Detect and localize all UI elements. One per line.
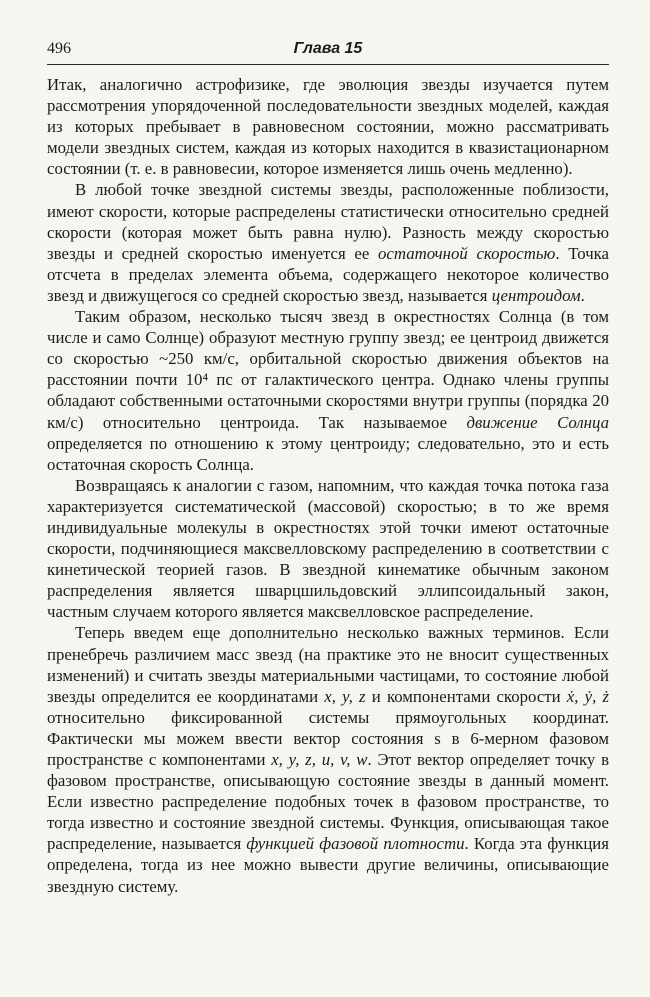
- term-solar-motion: движение Солнца: [466, 412, 609, 432]
- paragraph: Итак, аналогично астрофизике, где эволюция звезды изучается путем рассмотрения упорядоченной последовательности звездных моделей, каждая из которых пребывает в равновесном состоянии, можно рассматривать модели звездных систем, каждая из которых находится в квазистационарном состоянии (т. е. в равновесии, которое изменяется лишь очень медленно).: [47, 75, 609, 179]
- velocity-components: ẋ, ẏ, ż: [566, 686, 609, 706]
- coordinates-xyz: x, y, z: [324, 686, 366, 706]
- page-number: 496: [47, 40, 71, 57]
- body-text: [47, 74, 609, 897]
- term-residual-velocity: остаточной скоростью: [378, 243, 556, 263]
- paragraph: Таким образом, несколько тысяч звезд в окрестностях Солнца (в том числе и само Солнце) образуют местную группу звезд; ее центроид движется со скоростью ~250 км/с, орбитальной скоростью движения объектов на расстоянии почти 10⁴ пс от галактического центра. Однако члены группы обладают собственными остаточными скоростями внутри группы (порядка 20 км/с) относительно центроида. Так называемое движение Солнца определяется по отношению к этому центроиду; следовательно, это и есть остаточная скорость Солнца.: [47, 307, 609, 474]
- paragraph: Возвращаясь к аналогии с газом, напомним, что каждая точка потока газа характеризуется систематической (массовой) скоростью; в то же время индивидуальные молекулы в окрестностях этой точки имеют остаточные скорости, подчиняющиеся максвелловскому распределению в соответствии с кинетической теорией газов. В звездной кинематике обычным законом распределения является шварцшильдовский эллипсоидальный закон, частным случаем которого является максвелловское распределение.: [47, 475, 609, 622]
- paragraph: Теперь введем еще дополнительно несколько важных терминов. Если пренебречь различием масс звезд (на практике это не вносит существенных изменений) и считать звезды материальными частицами, то состояние любой звезды определится ее координатами x, y, z и компонентами скорости ẋ, ẏ, ż относительно фиксированной системы прямоугольных координат. Фактически мы можем ввести вектор состояния s в 6-мерном фазовом пространстве с компонентами x, y, z, u, v, w. Этот вектор определяет точку в фазовом пространстве, описывающую состояние звезды в данный момент. Если известно распределение подобных точек в фазовом пространстве, то тогда известно и состояние звездной системы. Функция, описывающая такое распределение, называется функцией фазовой плотности. Когда эта функция определена, тогда из нее можно вывести другие величины, описывающие звездную систему.: [47, 623, 610, 896]
- term-phase-density-function: функцией фазовой плотности: [246, 834, 465, 854]
- term-centroid: центроидом: [491, 285, 581, 305]
- page-header: [47, 40, 609, 65]
- running-head: Глава 15: [293, 40, 363, 57]
- phase-space-components: x, y, z, u, v, w: [271, 750, 368, 769]
- paragraph: В любой точке звездной системы звезды, расположенные поблизости, имеют скорости, которые распределены статистически относительно средней скорости (которая может быть равна нулю). Разность между скоростью звезды и средней скоростью именуется ее остаточной скоростью. Точка отсчета в пределах элемента объема, содержащего некоторое количество звезд и движущегося со средней скоростью звезд, называется центроидом.: [47, 180, 609, 305]
